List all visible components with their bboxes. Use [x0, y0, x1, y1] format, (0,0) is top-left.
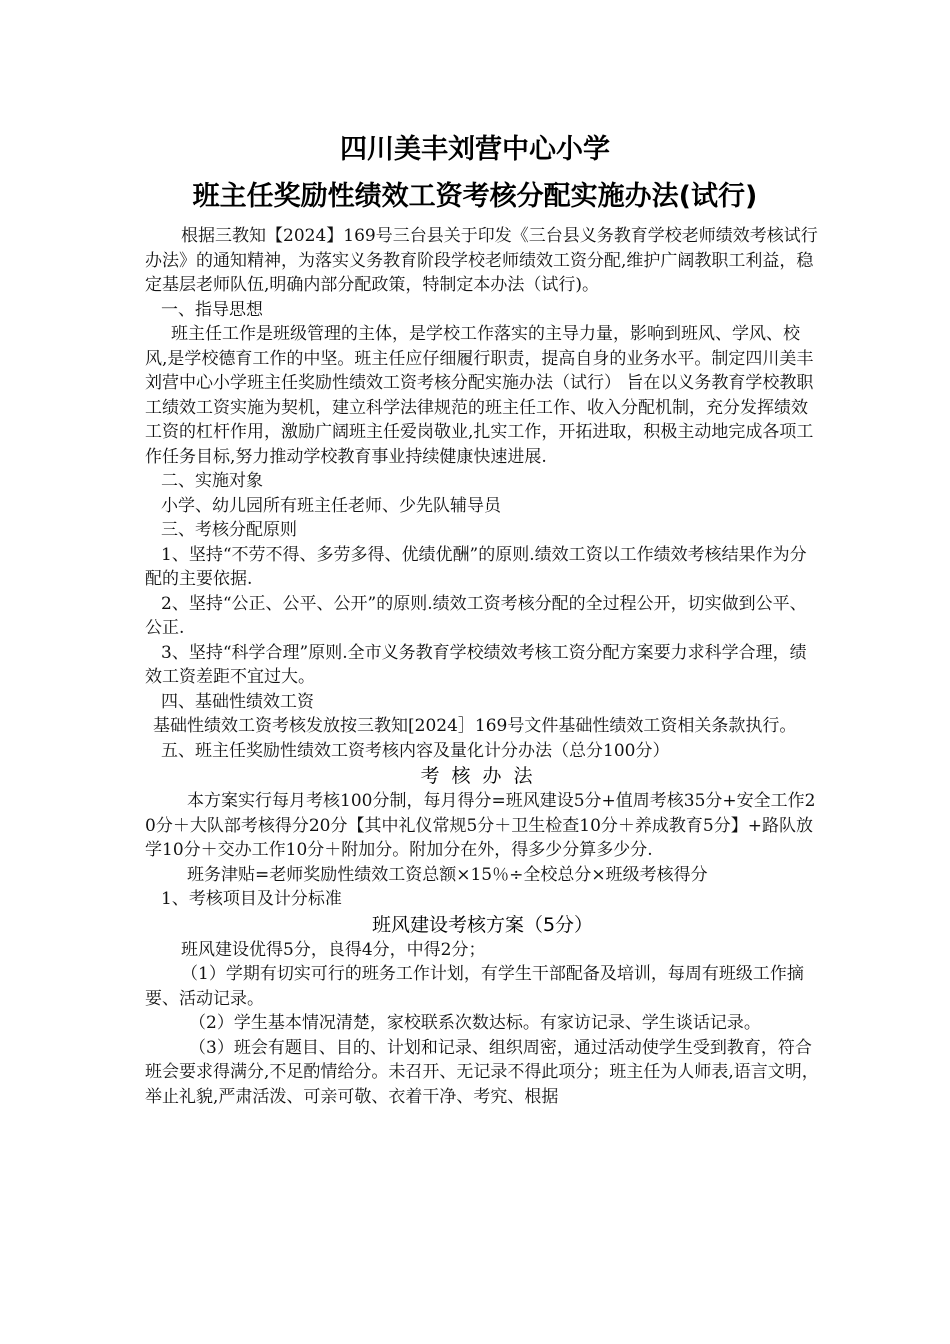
- plan-paragraph-2: （2）学生基本情况清楚，家校联系次数达标。有家访记录、学生谈话记录。: [189, 1013, 761, 1033]
- document-title-school: 四川美丰刘营中心小学: [340, 134, 610, 165]
- plan-paragraph-1: （1）学期有切实可行的班务工作计划，有学生干部配备及培训，每周有班级工作摘要、活动记录。: [145, 964, 804, 1009]
- plan-paragraph-3: （3）班会有题目、目的、计划和记录、组织周密，通过活动使学生受到教育，符合班会要求得满分,不足酌情给分。未召开、无记录不得此项分；班主任为人师表,语言文明，举止礼貌,严肃活泼、可亲可敬、衣着干净、考究、根据: [145, 1037, 819, 1107]
- section-4-heading: 四、基础性绩效工资: [161, 691, 314, 712]
- section-5-heading: 五、班主任奖励性绩效工资考核内容及量化计分办法（总分100分）: [161, 740, 670, 761]
- section-2-body: 小学、幼儿园所有班主任老师、少先队辅导员: [161, 495, 501, 516]
- item-1-heading: 1、考核项目及计分标准: [161, 889, 342, 909]
- method-paragraph-2: 班务津贴=老师奖励性绩效工资总额×15％÷全校总分×班级考核得分: [187, 864, 708, 885]
- section-3-item-1: 1、坚持“不劳不得、多劳多得、优绩优酬”的原则.绩效工资以工作绩效考核结果作为分配的主要依据.: [145, 544, 807, 589]
- plan-heading: 班风建设考核方案（5分）: [371, 913, 594, 936]
- section-2-heading: 二、实施对象: [161, 471, 263, 491]
- section-3-heading: 三、考核分配原则: [161, 520, 297, 540]
- document-title-main: 班主任奖励性绩效工资考核分配实施办法(试行): [192, 181, 758, 212]
- section-3-item-3: 3、坚持“科学合理”原则.全市义务教育学校绩效考核工资分配方案要力求科学合理，绩效工资差距不宜过大。: [145, 642, 807, 687]
- method-paragraph-1: 本方案实行每月考核100分制，每月得分=班风建设5分+值周考核35分+安全工作20分＋大队部考核得分20分【其中礼仪常规5分＋卫生检查10分＋养成教育5分】+路队放学10分＋交办工作10分＋附加分。附加分在外，得多少分算多少分.: [145, 791, 816, 860]
- intro-paragraph: 根据三教知【2024】169号三台县关于印发《三台县义务教育学校老师绩效考核试行办法》的通知精神，为落实义务教育阶段学校老师绩效工资分配,维护广阔教职工利益，稳定基层老师队伍,明确内部分配政策，特制定本办法（试行)。: [145, 226, 818, 295]
- plan-paragraph-0: 班风建设优得5分，良得4分，中得2分；: [181, 939, 486, 960]
- section-1-body: 班主任工作是班级管理的主体，是学校工作落实的主导力量，影响到班风、学风、校风,是学校德育工作的中坚。班主任应仔细履行职责，提高自身的业务水平。制定四川美丰刘营中心小学班主任奖励性绩效工资考核分配实施办法（试行） 旨在以义务教育学校教职工绩效工资实施为契机，建立科学法律规范的班主任工作、收入分配机制，充分发挥绩效工资的杠杆作用，激励广阔班主任爱岗敬业,扎实工作，开拓进取，积极主动地完成各项工作任务目标,努力推动学校教育事业持续健康快速进展.: [145, 324, 814, 467]
- method-heading: 考核办法: [420, 765, 545, 787]
- document-body: [145, 224, 820, 1109]
- section-4-body: 基础性绩效工资考核发放按三教知[2024］169号文件基础性绩效工资相关条款执行。: [153, 716, 797, 736]
- section-1-heading: 一、指导思想: [161, 299, 263, 320]
- section-3-item-2: 2、坚持“公正、公平、公开”的原则.绩效工资考核分配的全过程公开，切实做到公平、公正.: [145, 593, 807, 638]
